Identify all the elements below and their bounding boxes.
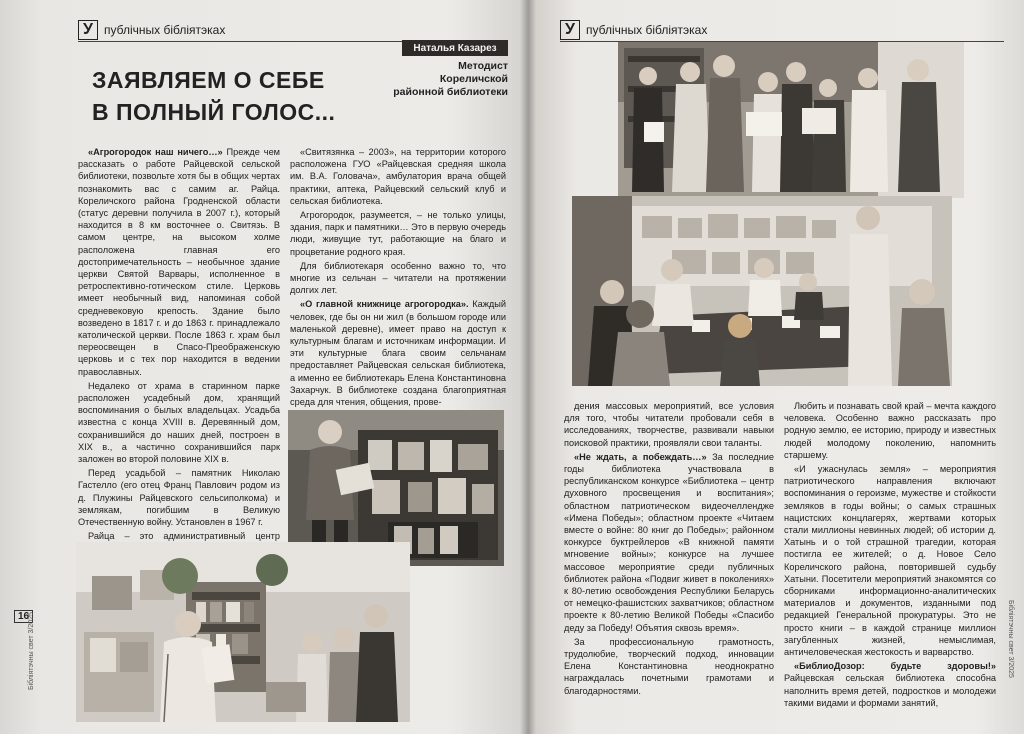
- author-name: Наталья Казарез: [402, 40, 508, 56]
- paragraph: [78, 146, 280, 378]
- author-role-line: районной библиотеки: [393, 86, 508, 98]
- magazine-side-caption: Бібліятэчны свет 3/2025: [1007, 600, 1014, 678]
- paragraph: [564, 451, 774, 634]
- paragraph-text: Для библиотекаря особенно важно то, что многие из сельчан – читатели на протяжении долгих лет.: [290, 260, 506, 296]
- section-mark: У: [560, 20, 580, 40]
- text-column-1: [564, 400, 774, 710]
- author-role-line: Методист: [458, 60, 508, 72]
- section-header: [560, 20, 707, 40]
- section-title: публічных бібліятэках: [586, 23, 708, 37]
- text-column-1: [78, 146, 280, 554]
- paragraph: [290, 260, 506, 297]
- book-spine: [520, 0, 536, 734]
- paragraph-text: Недалеко от храма в старинном парке расположен усадебный дом, хранящий воспоминания о былых владельцах. Усадьба известна с конца XVIII в. Деревянный дом, сохранившийся до наших дней, построен в XIX в., а частично сохранившийся парк заложен во второй половине XIX в.: [78, 380, 280, 465]
- paragraph: [784, 463, 996, 658]
- author-role: [378, 60, 508, 99]
- paragraph: [564, 636, 774, 697]
- paragraph-text: Перед усадьбой – памятник Николаю Гастелло (его отец Франц Павлович родом из д. Плужины Райцевского сельсиполкома) и землякам, погибшим в Великую Отечественную войну. Установлен в 1967 г.: [78, 468, 280, 528]
- page-number: 16: [14, 610, 33, 623]
- paragraph-text: Прежде чем рассказать о работе Райцевской сельской библиотеки, позвольте хотя бы в общих чертах познакомить вас с самим аг. Райца. Кореличского района Гродненской области (статус деревни получила в 2007 г.), который находится в 8 км восточнее о. Свитязь. В самом центре, на высоком холме расположена главная его достопримечательность – необычное здание церкви Святой Варвары, исполненное в ретроспективно-готическом стиле. Церковь имеет необычный вид, напоминая собой средневековую крепость. Здание было возведено в 1817 г. и до 1863 г. принадлежало католической церкви. После 1863 г. храм был переосвещен в Спасо-Преображенскую церковь и с тех пор находится в ведении православных.: [78, 147, 280, 377]
- paragraph-text: «И ужаснулась земля» – мероприятия патриотического направления включают воспоминания о героизме, мужестве и стойкости земляков в годы войны; о самых страшных нацистских концлагерях, жертвами которых стали миллионы невинных людей; об истории д. Хатынь и о той страшной трагедии, которая постигла ее жителей; о д. Новое Село Кореличского района, повторившей судьбу Хатыни. Посетители мероприятий знакомятся со сборниками информационно-аналитических материалов и документов, изданными под редакцией Генеральной прокуратуры. Это не просто книги – в каждой странице миллион загубленных жизней, немыслимая, античеловеческая жестокость и варварство.: [784, 464, 996, 658]
- paragraph-lead: «Агрогородок наш ничего…»: [88, 147, 223, 157]
- photo-children-at-table-image: [572, 196, 952, 386]
- paragraph: [564, 400, 774, 449]
- photo-librarian-with-children-image: [76, 542, 410, 722]
- article-title: [92, 64, 335, 128]
- paragraph-text: Каждый человек, где бы он ни жил (в большом городе или маленькой деревне), имеет право на доступ к культурным благам и источникам информации. И эти культурные блага своим сельчанам предоставляет Райцевская сельская библиотека, а именно ее библиотекарь Елена Константиновна Захарчук. В библиотеке создана благоприятная среда для чтения, общения, прове-: [290, 299, 506, 408]
- paragraph: [290, 209, 506, 258]
- paragraph-text: Агрогородок, разумеется, – не только улицы, здания, парк и памятники… Это в первую очередь люди, живущие тут, работающие на благо и процветание родного края.: [290, 210, 506, 257]
- paragraph-lead: «БиблиоДозор: будьте здоровы!»: [794, 661, 996, 672]
- paragraph: [784, 400, 996, 461]
- text-column-2: [784, 400, 996, 708]
- title-line: ЗАЯВЛЯЕМ О СЕБЕ: [92, 67, 325, 93]
- paragraph-text: Райцевская сельская библиотека способна наполнить время детей, подростков и молодежи такими видами и формами занятий,: [784, 673, 996, 708]
- paragraph: [290, 146, 506, 207]
- photo-group-standing: [618, 42, 964, 198]
- author-role-line: Кореличской: [439, 73, 508, 85]
- section-mark: У: [78, 20, 98, 40]
- paragraph-lead: «Не ждать, а побеждать…»: [574, 451, 707, 462]
- text-column-2: [290, 146, 506, 408]
- photo-group-standing-image: [618, 42, 964, 198]
- paragraph: [78, 467, 280, 528]
- paragraph-text: За последние годы библиотека участвовала в республиканском конкурсе «Библиотека – центр духовного просвещения и воспитания»; областном патриотическом видеочеллендже «Имена Победы»; областном проекте «Читаем вместе о войне: 80 книг до Победы»; районном конкурсе буктрейлеров «В книжной памяти мгновение войны»; конкурсе на лучшее массовое мероприятие среди публичных библиотек района «Подвиг живет в поколениях» к 80-летию освобождения Республики Беларусь от немецко-фашистских захватчиков; областном проекте к 80-летию Великой Победы «Спасибо деду за Победу! Объятия сквозь время».: [564, 451, 774, 633]
- photo-children-at-table: [572, 196, 952, 386]
- photo-librarian-with-children: [76, 542, 410, 722]
- paragraph-text: Любить и познавать свой край – мечта каждого человека. Особенно важно рассказать про родную землю, ее историю, природу и известных людей молодому поколению, напомнить старшему.: [784, 401, 996, 460]
- right-page: [528, 0, 1024, 734]
- paragraph-text: За профессиональную грамотность, трудолюбие, творческий подход, инновации Елена Константиновна неоднократно награждалась почетными грамотами и благодарностями.: [564, 636, 774, 696]
- magazine-side-caption: Бібліятэчны свет 3/2025: [28, 612, 35, 690]
- paragraph: [290, 298, 506, 408]
- paragraph-text: Райца – это административный центр: [88, 531, 280, 542]
- section-header: [78, 20, 225, 40]
- paragraph-text: дения массовых мероприятий, все условия для того, чтобы читатели пробовали себя в исследованиях, творчестве, развивали навыки поисковой практики, проявляли свои таланты.: [564, 401, 774, 448]
- section-title: публічных бібліятэках: [104, 23, 226, 37]
- paragraph: [784, 660, 996, 709]
- paragraph-lead: «О главной книжнице агрогородка».: [300, 299, 469, 310]
- paragraph-text: «Свитязянка – 2003», на территории которого расположена ГУО «Райцевская средняя школа им. В.А. Головача», амбулатория врача общей практики, аптека, Райцевский сельский клуб и сельская библиотека.: [290, 147, 506, 206]
- title-line: В ПОЛНЫЙ ГОЛОС...: [92, 99, 336, 125]
- paragraph: [78, 380, 280, 465]
